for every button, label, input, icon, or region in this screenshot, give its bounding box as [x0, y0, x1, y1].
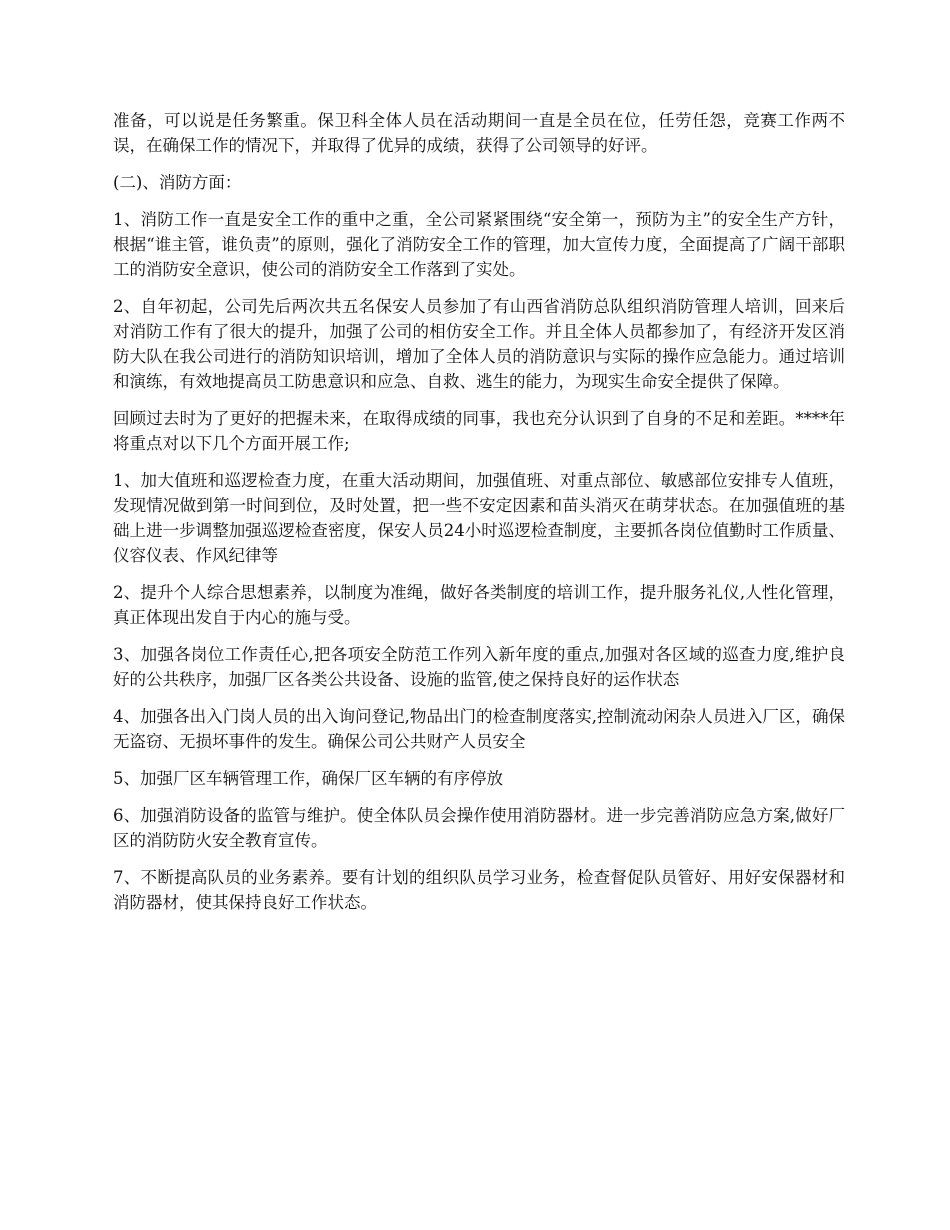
paragraph-plan-item-3: 3、加强各岗位工作责任心,把各项安全防范工作列入新年度的重点,加强对各区域的巡查力度,维护良好的公共秩序，加强厂区各类公共设备、设施的监管,使之保持良好的运作状态 — [113, 645, 845, 689]
paragraph-plan-item-1: 1、加大值班和巡逻检查力度，在重大活动期间，加强值班、对重点部位、敏感部位安排专人值班，发现情况做到第一时间到位，及时处置，把一些不安定因素和苗头消灭在萌芽状态。在加强值班的基础上进一步调整加强巡逻检查密度，保安人员24小时巡逻检查制度，主要抓各岗位值勤时工作质量、仪容仪表、作风纪律等 — [113, 471, 845, 565]
paragraph-review: 回顾过去时为了更好的把握未来，在取得成绩的同事，我也充分认识到了自身的不足和差距。****年将重点对以下几个方面开展工作; — [113, 409, 845, 453]
section-heading-fire-safety: (二)、消防方面： — [113, 173, 242, 192]
paragraph-plan-item-2: 2、提升个人综合思想素养，以制度为准绳，做好各类制度的培训工作，提升服务礼仪,人性化管理，真正体现出发自于内心的施与受。 — [113, 583, 845, 627]
paragraph-plan-item-7: 7、不断提高队员的业务素养。要有计划的组织队员学习业务，检查督促队员管好、用好安保器材和消防器材，使其保持良好工作状态。 — [113, 868, 845, 912]
paragraph-continuation: 准备，可以说是任务繁重。保卫科全体人员在活动期间一直是全员在位，任劳任怨，竞赛工作两不误，在确保工作的情况下，并取得了优异的成绩，获得了公司领导的好评。 — [113, 111, 845, 155]
paragraph-plan-item-6: 6、加强消防设备的监管与维护。使全体队员会操作使用消防器材。进一步完善消防应急方案,做好厂区的消防防火安全教育宣传。 — [113, 806, 845, 850]
paragraph-fire-item-1: 1、消防工作一直是安全工作的重中之重，全公司紧紧围绕“安全第一，预防为主”的安全生产方针，根据“谁主管，谁负责”的原则，强化了消防安全工作的管理，加大宣传力度，全面提高了广阔干部职工的消防安全意识，使公司的消防安全工作落到了实处。 — [113, 210, 845, 279]
paragraph-plan-item-4: 4、加强各出入门岗人员的出入询问登记,物品出门的检查制度落实,控制流动闲杂人员进入厂区，确保无盗窃、无损坏事件的发生。确保公司公共财产人员安全 — [113, 707, 845, 751]
document-body — [113, 108, 845, 927]
paragraph-plan-item-5: 5、加强厂区车辆管理工作，确保厂区车辆的有序停放 — [113, 769, 503, 788]
paragraph-fire-item-2: 2、自年初起，公司先后两次共五名保安人员参加了有山西省消防总队组织消防管理人培训，回来后对消防工作有了很大的提升，加强了公司的相仿安全工作。并且全体人员都参加了，有经济开发区消防大队在我公司进行的消防知识培训，增加了全体人员的消防意识与实际的操作应急能力。通过培训和演练，有效地提高员工防患意识和应急、自救、逃生的能力，为现实生命安全提供了保障。 — [113, 297, 845, 391]
